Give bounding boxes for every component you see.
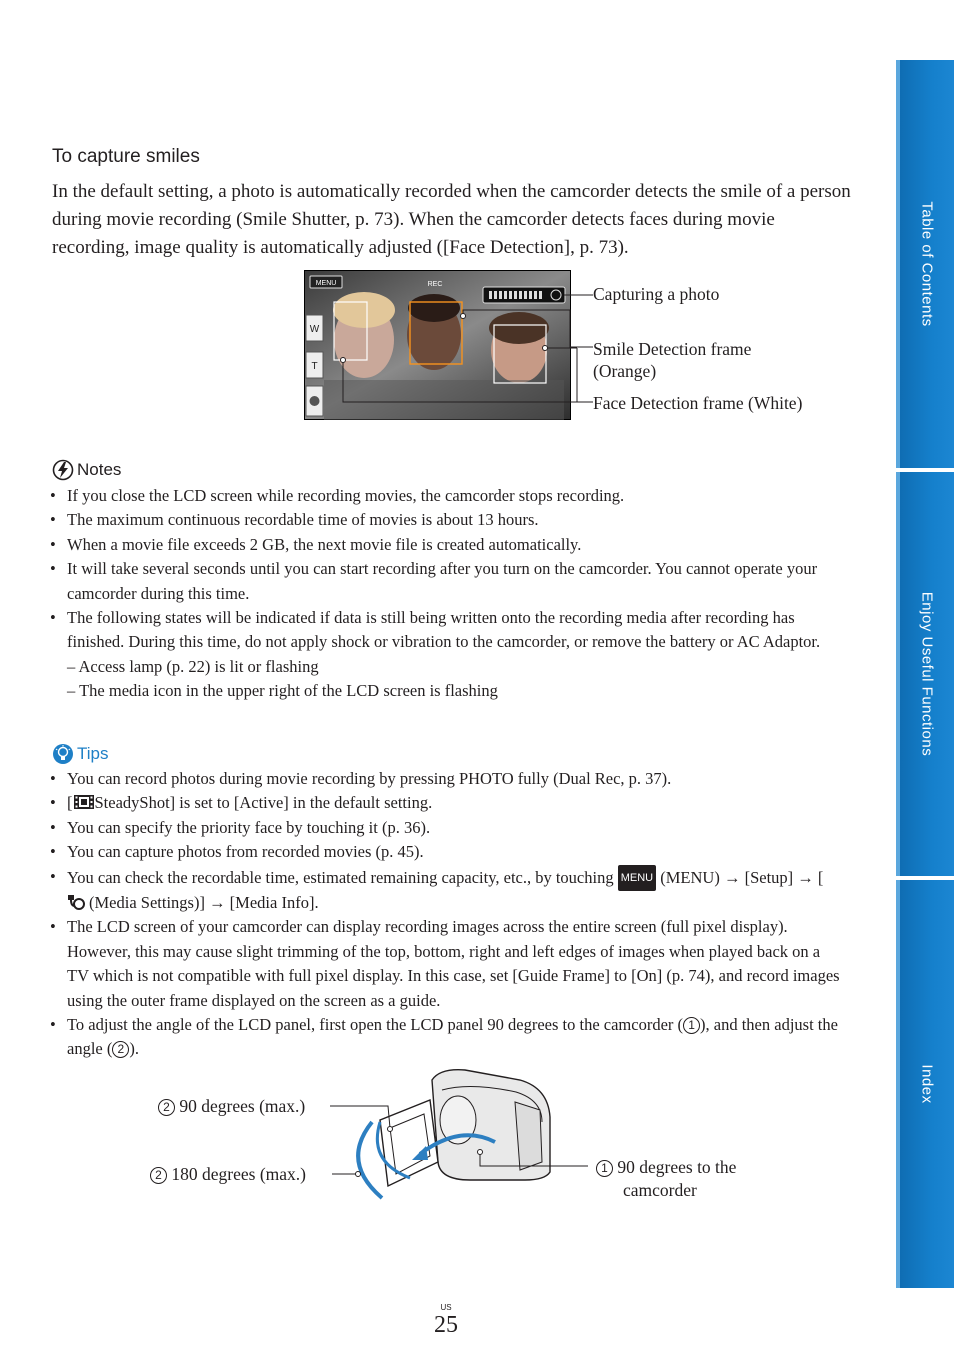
list-item: • You can record photos during movie recording by pressing PHOTO fully (Dual Rec, p. 37). (50, 769, 672, 788)
tips-heading (52, 743, 109, 765)
list-item: • The following states will be indicated if data is still being written onto the recording media after recording has finished. During this time, do not apply shock or vibration to the camcorder, or remove the battery or AC Adaptor. – Access lamp (p. 22) is lit or flashing – The media icon in the upper right of the LCD screen is flashing (50, 606, 845, 704)
label-camcorder: camcorder (623, 1180, 697, 1200)
section-intro: In the default setting, a photo is automatically recorded when the camcorder detects the smile of a person during movie recording (Smile Shutter, p. 73). When the camcorder detects faces during movie recording, image quality is automatically adjusted ([Face Detection], p. 73). (52, 181, 851, 258)
tips-list (50, 767, 845, 1062)
section-heading: To capture smiles (52, 146, 200, 167)
sub-item: – Access lamp (p. 22) is lit or flashing (67, 656, 319, 676)
list-item: • To adjust the angle of the LCD panel, first open the LCD panel 90 degrees to the camcorder ( 1 ), and then adjust the angle ( 2 ). (50, 1015, 838, 1059)
tab-table-of-contents[interactable]: Table of Contents (896, 60, 954, 468)
tab-index[interactable]: Index (896, 880, 954, 1288)
step-2-marker: 2 (150, 1167, 167, 1184)
list-item: • It will take several seconds until you can start recording after you turn on the camcorder. You cannot operate your camcorder during this time. (50, 559, 818, 603)
list-item: • You can capture photos from recorded movies (p. 45). (50, 842, 424, 862)
page-region: US (440, 1303, 452, 1312)
callout-capturing-photo: Capturing a photo (593, 284, 720, 304)
tips-title: Tips (77, 744, 109, 763)
page-number (434, 1303, 458, 1337)
step-2-marker: 2 (158, 1099, 175, 1116)
notes-list (50, 484, 845, 704)
media-settings-icon (67, 894, 89, 910)
record-dot-icon (310, 396, 320, 406)
list-item: • The maximum continuous recordable time of movies is about 13 hours. (50, 510, 539, 530)
step-1-marker: 1 (683, 1017, 700, 1034)
label-90-degrees-to-camcorder: 1 90 degrees to the (596, 1156, 736, 1178)
step-2-marker: 2 (112, 1041, 129, 1058)
list-item: • You can check the recordable time, estimated remaining capacity, etc., by touching MENU (MENU) → [Setup] → [(Media Settings)] → [Media Info]. (50, 866, 824, 913)
menu-button-label: MENU (315, 280, 337, 287)
caution-icon (52, 459, 74, 481)
list-item: • [ SteadyShot] is set to [Active] in the default setting. (50, 793, 433, 813)
callout-smile-frame: Smile Detection frame (593, 339, 752, 359)
figure1-callout-lines (330, 280, 600, 410)
list-item: • When a movie file exceeds 2 GB, the next movie file is created automatically. (50, 534, 582, 554)
label-90-degrees: 2 90 degrees (max.) (158, 1095, 305, 1117)
zoom-w-label: W (309, 324, 320, 335)
list-item: • You can specify the priority face by touching it (p. 36). (50, 817, 431, 837)
tab-enjoy-useful-functions[interactable]: Enjoy Useful Functions (896, 472, 954, 876)
lightbulb-icon (52, 743, 74, 765)
sub-item: – The media icon in the upper right of the LCD screen is flashing (67, 681, 498, 701)
notes-title: Notes (77, 460, 122, 479)
callout-face-frame: Face Detection frame (White) (593, 393, 803, 413)
notes-heading (52, 459, 121, 481)
list-item: • The LCD screen of your camcorder can display recording images across the entire screen (full pixel display). However, this may cause slight trimming of the top, bottom, right and left edges of images when played back on a TV which is not compatible with full pixel display. In this case, set [Guide Frame] to [On] (p. 74), and record images using the outer frame displayed on the screen as a guide. (50, 917, 840, 1010)
camcorder-lcd-angle-illustration (320, 1062, 600, 1204)
steadyshot-film-icon (73, 794, 95, 810)
zoom-t-label: T (311, 361, 318, 372)
step-1-marker: 1 (596, 1160, 613, 1177)
label-180-degrees: 2 180 degrees (max.) (150, 1163, 306, 1185)
list-item: • If you close the LCD screen while recording movies, the camcorder stops recording. (50, 486, 625, 505)
menu-icon: MENU (618, 865, 656, 891)
page-number-value: 25 (434, 1312, 458, 1338)
rec-indicator: REC (427, 281, 443, 288)
callout-smile-frame-color: (Orange) (593, 361, 657, 381)
